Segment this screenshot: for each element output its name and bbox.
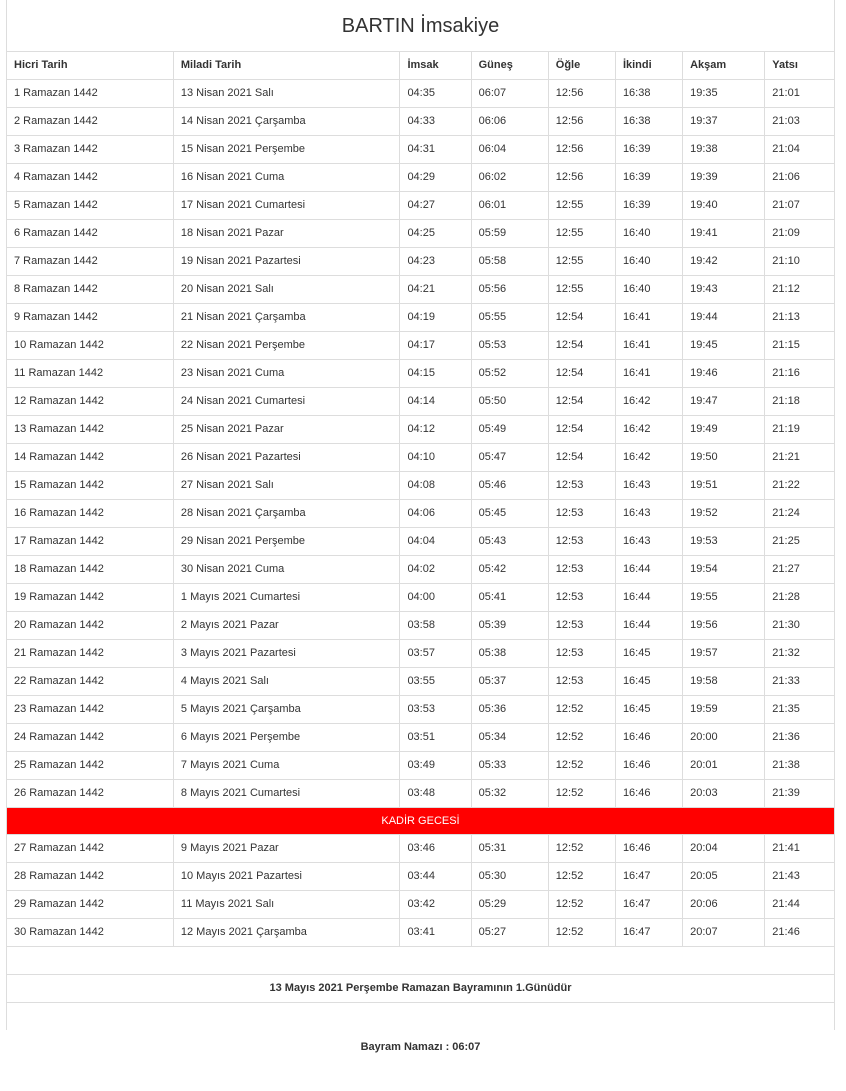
miladi-date-cell: 21 Nisan 2021 Çarşamba	[173, 304, 400, 332]
imsak-cell: 03:44	[400, 863, 471, 891]
imsak-cell: 04:21	[400, 276, 471, 304]
ogle-cell: 12:54	[548, 304, 615, 332]
hicri-date-cell: 3 Ramazan 1442	[7, 136, 173, 164]
bayram-note: 13 Mayıs 2021 Perşembe Ramazan Bayramının 1.Günüdür	[7, 975, 834, 1003]
miladi-date-cell: 27 Nisan 2021 Salı	[173, 472, 400, 500]
gunes-cell: 05:50	[471, 388, 548, 416]
hicri-date-cell: 18 Ramazan 1442	[7, 556, 173, 584]
table-row	[7, 164, 834, 192]
table-row	[7, 136, 834, 164]
miladi-date-cell: 5 Mayıs 2021 Çarşamba	[173, 696, 400, 724]
ikindi-cell: 16:47	[615, 863, 682, 891]
miladi-date-cell: 30 Nisan 2021 Cuma	[173, 556, 400, 584]
aksam-cell: 19:51	[683, 472, 765, 500]
yatsi-cell: 21:27	[765, 556, 834, 584]
yatsi-cell: 21:46	[765, 919, 834, 947]
imsak-cell: 03:53	[400, 696, 471, 724]
miladi-date-cell: 1 Mayıs 2021 Cumartesi	[173, 584, 400, 612]
imsak-cell: 04:29	[400, 164, 471, 192]
table-row	[7, 863, 834, 891]
yatsi-cell: 21:35	[765, 696, 834, 724]
table-row	[7, 192, 834, 220]
table-row	[7, 80, 834, 108]
imsak-cell: 04:31	[400, 136, 471, 164]
table-row	[7, 360, 834, 388]
gunes-cell: 05:37	[471, 668, 548, 696]
table-header-row	[7, 52, 834, 80]
table-row	[7, 640, 834, 668]
gunes-cell: 06:02	[471, 164, 548, 192]
miladi-date-cell: 6 Mayıs 2021 Perşembe	[173, 724, 400, 752]
aksam-cell: 20:06	[683, 891, 765, 919]
hicri-date-cell: 15 Ramazan 1442	[7, 472, 173, 500]
ikindi-cell: 16:46	[615, 724, 682, 752]
imsak-cell: 04:33	[400, 108, 471, 136]
table-row	[7, 584, 834, 612]
yatsi-cell: 21:43	[765, 863, 834, 891]
ogle-cell: 12:54	[548, 388, 615, 416]
hicri-date-cell: 26 Ramazan 1442	[7, 780, 173, 808]
aksam-cell: 20:00	[683, 724, 765, 752]
ikindi-cell: 16:40	[615, 220, 682, 248]
yatsi-cell: 21:15	[765, 332, 834, 360]
imsak-cell: 04:06	[400, 500, 471, 528]
gunes-cell: 05:34	[471, 724, 548, 752]
hicri-date-cell: 7 Ramazan 1442	[7, 248, 173, 276]
hicri-date-cell: 5 Ramazan 1442	[7, 192, 173, 220]
table-body	[7, 80, 834, 947]
yatsi-cell: 21:44	[765, 891, 834, 919]
miladi-date-cell: 2 Mayıs 2021 Pazar	[173, 612, 400, 640]
aksam-cell: 19:43	[683, 276, 765, 304]
aksam-cell: 20:04	[683, 835, 765, 863]
hicri-date-cell: 9 Ramazan 1442	[7, 304, 173, 332]
ogle-cell: 12:54	[548, 360, 615, 388]
miladi-date-cell: 3 Mayıs 2021 Pazartesi	[173, 640, 400, 668]
hicri-date-cell: 20 Ramazan 1442	[7, 612, 173, 640]
aksam-cell: 19:47	[683, 388, 765, 416]
hicri-date-cell: 13 Ramazan 1442	[7, 416, 173, 444]
aksam-cell: 19:41	[683, 220, 765, 248]
ikindi-cell: 16:38	[615, 108, 682, 136]
ikindi-cell: 16:41	[615, 304, 682, 332]
ogle-cell: 12:54	[548, 332, 615, 360]
imsak-cell: 03:46	[400, 835, 471, 863]
hicri-date-cell: 25 Ramazan 1442	[7, 752, 173, 780]
aksam-cell: 19:52	[683, 500, 765, 528]
header-ikindi: İkindi	[615, 52, 682, 80]
ogle-cell: 12:52	[548, 780, 615, 808]
hicri-date-cell: 11 Ramazan 1442	[7, 360, 173, 388]
ikindi-cell: 16:46	[615, 780, 682, 808]
ikindi-cell: 16:44	[615, 556, 682, 584]
ogle-cell: 12:52	[548, 752, 615, 780]
table-row	[7, 780, 834, 808]
gunes-cell: 05:49	[471, 416, 548, 444]
imsak-cell: 03:51	[400, 724, 471, 752]
ikindi-cell: 16:43	[615, 472, 682, 500]
gunes-cell: 05:30	[471, 863, 548, 891]
hicri-date-cell: 29 Ramazan 1442	[7, 891, 173, 919]
imsak-cell: 04:04	[400, 528, 471, 556]
imsak-cell: 04:17	[400, 332, 471, 360]
ikindi-cell: 16:46	[615, 752, 682, 780]
hicri-date-cell: 16 Ramazan 1442	[7, 500, 173, 528]
yatsi-cell: 21:07	[765, 192, 834, 220]
ogle-cell: 12:52	[548, 696, 615, 724]
miladi-date-cell: 8 Mayıs 2021 Cumartesi	[173, 780, 400, 808]
imsak-cell: 04:27	[400, 192, 471, 220]
hicri-date-cell: 19 Ramazan 1442	[7, 584, 173, 612]
ikindi-cell: 16:40	[615, 248, 682, 276]
ogle-cell: 12:53	[548, 528, 615, 556]
ogle-cell: 12:53	[548, 500, 615, 528]
yatsi-cell: 21:25	[765, 528, 834, 556]
miladi-date-cell: 4 Mayıs 2021 Salı	[173, 668, 400, 696]
header-aksam: Akşam	[683, 52, 765, 80]
aksam-cell: 19:39	[683, 164, 765, 192]
ikindi-cell: 16:39	[615, 192, 682, 220]
yatsi-cell: 21:04	[765, 136, 834, 164]
miladi-date-cell: 16 Nisan 2021 Cuma	[173, 164, 400, 192]
ikindi-cell: 16:45	[615, 640, 682, 668]
yatsi-cell: 21:16	[765, 360, 834, 388]
aksam-cell: 19:50	[683, 444, 765, 472]
miladi-date-cell: 19 Nisan 2021 Pazartesi	[173, 248, 400, 276]
hicri-date-cell: 22 Ramazan 1442	[7, 668, 173, 696]
hicri-date-cell: 2 Ramazan 1442	[7, 108, 173, 136]
ogle-cell: 12:55	[548, 248, 615, 276]
aksam-cell: 19:57	[683, 640, 765, 668]
gunes-cell: 05:43	[471, 528, 548, 556]
yatsi-cell: 21:38	[765, 752, 834, 780]
miladi-date-cell: 14 Nisan 2021 Çarşamba	[173, 108, 400, 136]
table-row	[7, 248, 834, 276]
aksam-cell: 19:35	[683, 80, 765, 108]
kadir-gecesi-label: KADİR GECESİ	[7, 808, 834, 835]
table-row	[7, 612, 834, 640]
table-row	[7, 388, 834, 416]
table-row	[7, 891, 834, 919]
imsak-cell: 03:58	[400, 612, 471, 640]
yatsi-cell: 21:36	[765, 724, 834, 752]
gunes-cell: 05:31	[471, 835, 548, 863]
aksam-cell: 19:56	[683, 612, 765, 640]
ikindi-cell: 16:46	[615, 835, 682, 863]
miladi-date-cell: 11 Mayıs 2021 Salı	[173, 891, 400, 919]
miladi-date-cell: 29 Nisan 2021 Perşembe	[173, 528, 400, 556]
gunes-cell: 05:52	[471, 360, 548, 388]
gunes-cell: 05:58	[471, 248, 548, 276]
hicri-date-cell: 14 Ramazan 1442	[7, 444, 173, 472]
imsak-cell: 04:08	[400, 472, 471, 500]
table-row	[7, 304, 834, 332]
table-row	[7, 556, 834, 584]
aksam-cell: 20:07	[683, 919, 765, 947]
spacer-row	[7, 947, 834, 975]
yatsi-cell: 21:22	[765, 472, 834, 500]
yatsi-cell: 21:18	[765, 388, 834, 416]
imsak-cell: 04:10	[400, 444, 471, 472]
ikindi-cell: 16:47	[615, 891, 682, 919]
gunes-cell: 05:55	[471, 304, 548, 332]
miladi-date-cell: 25 Nisan 2021 Pazar	[173, 416, 400, 444]
header-imsak: İmsak	[400, 52, 471, 80]
ogle-cell: 12:52	[548, 863, 615, 891]
yatsi-cell: 21:41	[765, 835, 834, 863]
imsak-cell: 03:48	[400, 780, 471, 808]
ikindi-cell: 16:44	[615, 612, 682, 640]
aksam-cell: 19:58	[683, 668, 765, 696]
imsakiye-panel	[6, 0, 835, 1053]
ikindi-cell: 16:39	[615, 164, 682, 192]
yatsi-cell: 21:30	[765, 612, 834, 640]
aksam-cell: 19:37	[683, 108, 765, 136]
miladi-date-cell: 10 Mayıs 2021 Pazartesi	[173, 863, 400, 891]
miladi-date-cell: 22 Nisan 2021 Perşembe	[173, 332, 400, 360]
yatsi-cell: 21:06	[765, 164, 834, 192]
miladi-date-cell: 13 Nisan 2021 Salı	[173, 80, 400, 108]
ogle-cell: 12:52	[548, 835, 615, 863]
gunes-cell: 05:33	[471, 752, 548, 780]
ogle-cell: 12:53	[548, 668, 615, 696]
ogle-cell: 12:55	[548, 276, 615, 304]
yatsi-cell: 21:09	[765, 220, 834, 248]
header-yatsi: Yatsı	[765, 52, 834, 80]
ogle-cell: 12:56	[548, 164, 615, 192]
table-row	[7, 835, 834, 863]
table-row	[7, 472, 834, 500]
bayram-prayer-time: Bayram Namazı : 06:07	[360, 1041, 481, 1053]
header-ogle: Öğle	[548, 52, 615, 80]
yatsi-cell: 21:19	[765, 416, 834, 444]
table-row	[7, 416, 834, 444]
ikindi-cell: 16:41	[615, 332, 682, 360]
gunes-cell: 06:06	[471, 108, 548, 136]
ikindi-cell: 16:45	[615, 668, 682, 696]
aksam-cell: 20:03	[683, 780, 765, 808]
ogle-cell: 12:52	[548, 724, 615, 752]
header-hicri: Hicri Tarih	[7, 52, 173, 80]
schedule-table	[7, 52, 834, 947]
table-row	[7, 444, 834, 472]
table-row	[7, 919, 834, 947]
miladi-date-cell: 15 Nisan 2021 Perşembe	[173, 136, 400, 164]
imsak-cell: 04:14	[400, 388, 471, 416]
hicri-date-cell: 4 Ramazan 1442	[7, 164, 173, 192]
ogle-cell: 12:56	[548, 80, 615, 108]
ogle-cell: 12:53	[548, 472, 615, 500]
ogle-cell: 12:53	[548, 584, 615, 612]
ikindi-cell: 16:41	[615, 360, 682, 388]
gunes-cell: 05:45	[471, 500, 548, 528]
table-row	[7, 528, 834, 556]
ikindi-cell: 16:47	[615, 919, 682, 947]
miladi-date-cell: 26 Nisan 2021 Pazartesi	[173, 444, 400, 472]
page-title: BARTIN İmsakiye	[7, 0, 834, 52]
aksam-cell: 19:42	[683, 248, 765, 276]
gunes-cell: 05:29	[471, 891, 548, 919]
aksam-cell: 19:45	[683, 332, 765, 360]
imsak-cell: 04:35	[400, 80, 471, 108]
imsak-cell: 04:12	[400, 416, 471, 444]
ikindi-cell: 16:42	[615, 388, 682, 416]
imsak-cell: 03:57	[400, 640, 471, 668]
aksam-cell: 19:46	[683, 360, 765, 388]
ogle-cell: 12:56	[548, 136, 615, 164]
hicri-date-cell: 27 Ramazan 1442	[7, 835, 173, 863]
ikindi-cell: 16:38	[615, 80, 682, 108]
aksam-cell: 19:53	[683, 528, 765, 556]
ogle-cell: 12:54	[548, 444, 615, 472]
ikindi-cell: 16:42	[615, 416, 682, 444]
gunes-cell: 06:01	[471, 192, 548, 220]
yatsi-cell: 21:13	[765, 304, 834, 332]
miladi-date-cell: 18 Nisan 2021 Pazar	[173, 220, 400, 248]
miladi-date-cell: 17 Nisan 2021 Cumartesi	[173, 192, 400, 220]
yatsi-cell: 21:28	[765, 584, 834, 612]
ogle-cell: 12:53	[548, 640, 615, 668]
gunes-cell: 05:53	[471, 332, 548, 360]
gunes-cell: 05:32	[471, 780, 548, 808]
miladi-date-cell: 7 Mayıs 2021 Cuma	[173, 752, 400, 780]
ogle-cell: 12:55	[548, 220, 615, 248]
ikindi-cell: 16:45	[615, 696, 682, 724]
imsak-cell: 04:25	[400, 220, 471, 248]
hicri-date-cell: 8 Ramazan 1442	[7, 276, 173, 304]
aksam-cell: 19:49	[683, 416, 765, 444]
aksam-cell: 20:01	[683, 752, 765, 780]
gunes-cell: 05:41	[471, 584, 548, 612]
header-miladi: Miladi Tarih	[173, 52, 400, 80]
table-row	[7, 500, 834, 528]
kadir-gecesi-row	[7, 808, 834, 835]
imsak-cell: 04:23	[400, 248, 471, 276]
ogle-cell: 12:52	[548, 891, 615, 919]
hicri-date-cell: 12 Ramazan 1442	[7, 388, 173, 416]
gunes-cell: 05:36	[471, 696, 548, 724]
table-row	[7, 724, 834, 752]
hicri-date-cell: 1 Ramazan 1442	[7, 80, 173, 108]
hicri-date-cell: 24 Ramazan 1442	[7, 724, 173, 752]
gunes-cell: 05:39	[471, 612, 548, 640]
miladi-date-cell: 28 Nisan 2021 Çarşamba	[173, 500, 400, 528]
table-row	[7, 332, 834, 360]
aksam-cell: 19:44	[683, 304, 765, 332]
ogle-cell: 12:52	[548, 919, 615, 947]
gunes-cell: 05:27	[471, 919, 548, 947]
gunes-cell: 05:42	[471, 556, 548, 584]
hicri-date-cell: 10 Ramazan 1442	[7, 332, 173, 360]
imsak-cell: 04:15	[400, 360, 471, 388]
yatsi-cell: 21:12	[765, 276, 834, 304]
imsak-cell: 04:02	[400, 556, 471, 584]
imsak-cell: 04:00	[400, 584, 471, 612]
gunes-cell: 05:59	[471, 220, 548, 248]
miladi-date-cell: 20 Nisan 2021 Salı	[173, 276, 400, 304]
aksam-cell: 19:59	[683, 696, 765, 724]
miladi-date-cell: 24 Nisan 2021 Cumartesi	[173, 388, 400, 416]
ogle-cell: 12:53	[548, 612, 615, 640]
gunes-cell: 05:47	[471, 444, 548, 472]
gunes-cell: 05:46	[471, 472, 548, 500]
ogle-cell: 12:53	[548, 556, 615, 584]
table-row	[7, 752, 834, 780]
header-gunes: Güneş	[471, 52, 548, 80]
gunes-cell: 06:04	[471, 136, 548, 164]
table-row	[7, 276, 834, 304]
aksam-cell: 19:38	[683, 136, 765, 164]
yatsi-cell: 21:21	[765, 444, 834, 472]
aksam-cell: 20:05	[683, 863, 765, 891]
hicri-date-cell: 21 Ramazan 1442	[7, 640, 173, 668]
ikindi-cell: 16:40	[615, 276, 682, 304]
imsak-cell: 03:49	[400, 752, 471, 780]
hicri-date-cell: 17 Ramazan 1442	[7, 528, 173, 556]
miladi-date-cell: 12 Mayıs 2021 Çarşamba	[173, 919, 400, 947]
gunes-cell: 05:56	[471, 276, 548, 304]
imsak-cell: 03:55	[400, 668, 471, 696]
hicri-date-cell: 28 Ramazan 1442	[7, 863, 173, 891]
gunes-cell: 06:07	[471, 80, 548, 108]
yatsi-cell: 21:24	[765, 500, 834, 528]
yatsi-cell: 21:01	[765, 80, 834, 108]
yatsi-cell: 21:32	[765, 640, 834, 668]
ikindi-cell: 16:44	[615, 584, 682, 612]
ikindi-cell: 16:43	[615, 528, 682, 556]
hicri-date-cell: 23 Ramazan 1442	[7, 696, 173, 724]
ikindi-cell: 16:39	[615, 136, 682, 164]
ogle-cell: 12:55	[548, 192, 615, 220]
ikindi-cell: 16:42	[615, 444, 682, 472]
aksam-cell: 19:55	[683, 584, 765, 612]
yatsi-cell: 21:03	[765, 108, 834, 136]
table-row	[7, 696, 834, 724]
table-row	[7, 668, 834, 696]
table-row	[7, 108, 834, 136]
hicri-date-cell: 30 Ramazan 1442	[7, 919, 173, 947]
yatsi-cell: 21:39	[765, 780, 834, 808]
aksam-cell: 19:54	[683, 556, 765, 584]
hicri-date-cell: 6 Ramazan 1442	[7, 220, 173, 248]
ogle-cell: 12:56	[548, 108, 615, 136]
imsak-cell: 03:41	[400, 919, 471, 947]
ikindi-cell: 16:43	[615, 500, 682, 528]
gunes-cell: 05:38	[471, 640, 548, 668]
ogle-cell: 12:54	[548, 416, 615, 444]
yatsi-cell: 21:33	[765, 668, 834, 696]
imsak-cell: 04:19	[400, 304, 471, 332]
miladi-date-cell: 23 Nisan 2021 Cuma	[173, 360, 400, 388]
miladi-date-cell: 9 Mayıs 2021 Pazar	[173, 835, 400, 863]
table-row	[7, 220, 834, 248]
imsak-cell: 03:42	[400, 891, 471, 919]
yatsi-cell: 21:10	[765, 248, 834, 276]
aksam-cell: 19:40	[683, 192, 765, 220]
